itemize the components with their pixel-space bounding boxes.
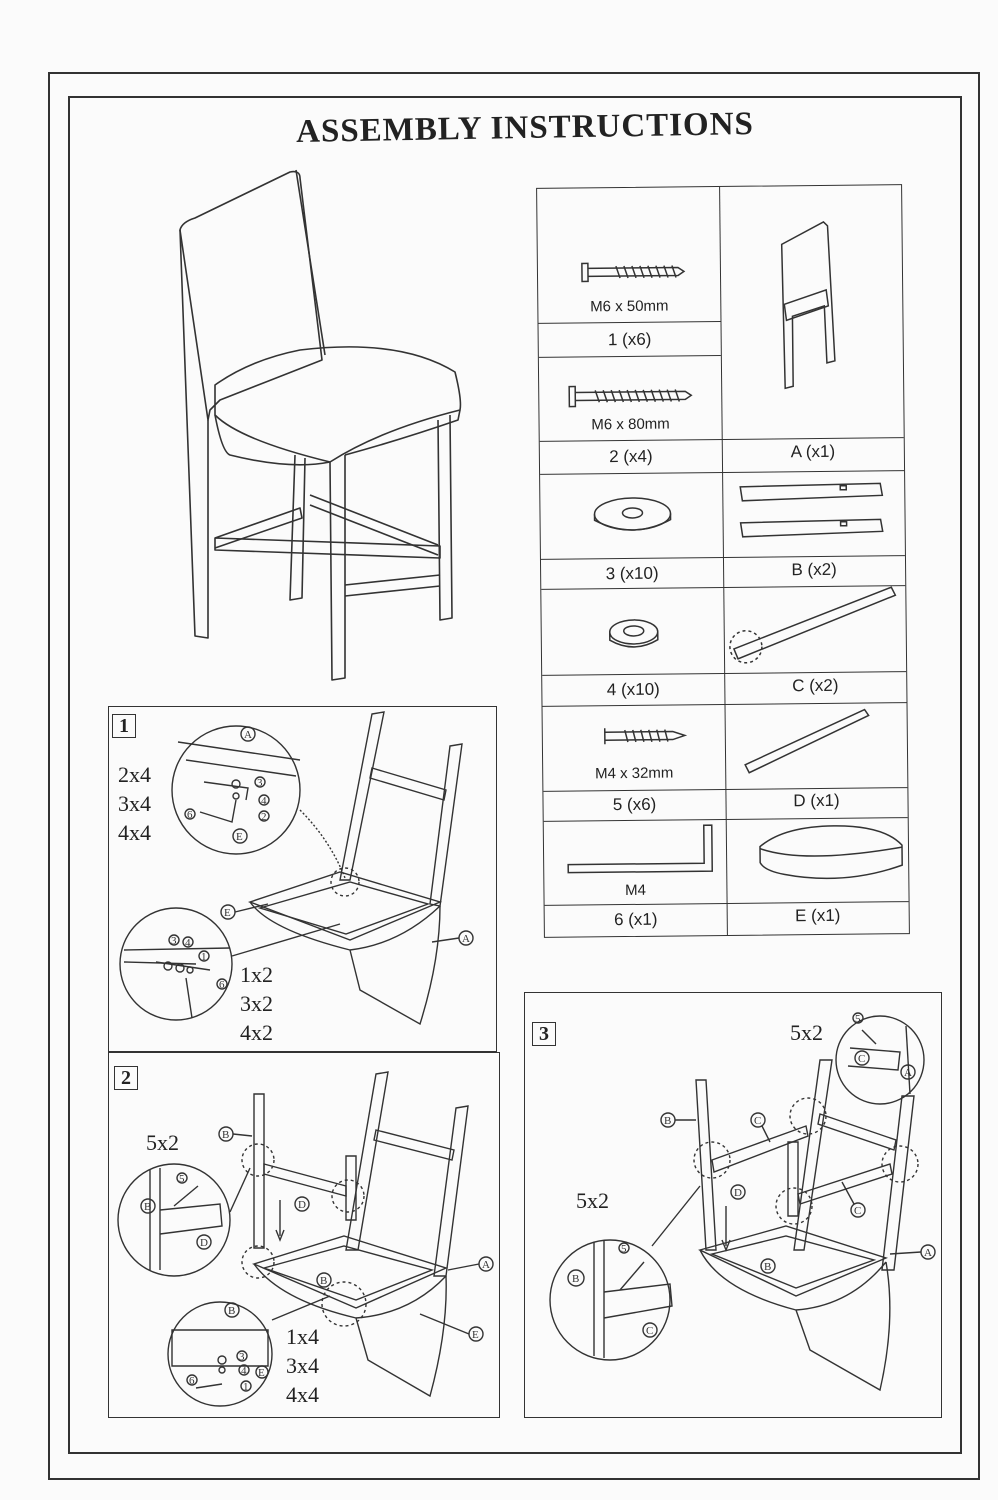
svg-text:E: E bbox=[224, 907, 231, 919]
part-c-label: C (x2) bbox=[792, 675, 839, 696]
front-rail-icon bbox=[745, 709, 870, 772]
svg-text:B: B bbox=[228, 1305, 236, 1317]
step-3-number: 3 bbox=[532, 1022, 556, 1046]
longer-bolt-icon bbox=[569, 385, 691, 406]
svg-text:E: E bbox=[236, 831, 243, 843]
part-1-size: M6 x 50mm bbox=[590, 297, 669, 316]
svg-text:B: B bbox=[572, 1273, 580, 1285]
svg-text:6: 6 bbox=[219, 979, 225, 991]
part-6-label: 6 (x1) bbox=[613, 909, 658, 930]
svg-text:C: C bbox=[858, 1053, 866, 1065]
svg-text:C: C bbox=[646, 1325, 654, 1337]
part-6-size: M4 bbox=[624, 881, 646, 900]
svg-text:A: A bbox=[482, 1259, 490, 1271]
svg-text:1: 1 bbox=[201, 951, 207, 963]
seat-cushion-icon bbox=[760, 825, 903, 879]
step-1-panel bbox=[108, 706, 497, 1052]
svg-text:3: 3 bbox=[239, 1351, 245, 1363]
flat-washer-icon bbox=[594, 498, 670, 531]
svg-text:3: 3 bbox=[257, 777, 263, 789]
svg-text:D: D bbox=[734, 1187, 742, 1199]
spring-washer-icon bbox=[610, 620, 658, 648]
svg-text:B: B bbox=[664, 1115, 672, 1127]
svg-text:A: A bbox=[462, 933, 470, 945]
svg-text:6: 6 bbox=[187, 809, 193, 821]
svg-text:B: B bbox=[144, 1201, 152, 1213]
side-rail-icon bbox=[740, 483, 883, 536]
backrest-frame-icon bbox=[781, 222, 835, 389]
svg-text:C: C bbox=[854, 1205, 862, 1217]
step-2-number: 2 bbox=[114, 1066, 138, 1090]
step-1-qty-top bbox=[118, 760, 151, 847]
part-3-label: 3 (x10) bbox=[605, 563, 659, 584]
part-1-label: 1 (x6) bbox=[607, 329, 652, 350]
svg-text:5: 5 bbox=[855, 1013, 861, 1025]
svg-text:D: D bbox=[200, 1237, 208, 1249]
svg-text:1: 1 bbox=[243, 1381, 249, 1393]
svg-text:B: B bbox=[764, 1261, 772, 1273]
allen-key-icon bbox=[568, 825, 712, 873]
part-2-label: 2 (x4) bbox=[609, 446, 653, 467]
step-1-qty-1: 2x4 bbox=[118, 762, 151, 787]
svg-text:D: D bbox=[298, 1199, 306, 1211]
step-1-qty-2: 3x4 bbox=[118, 791, 151, 816]
parts-table bbox=[536, 184, 910, 938]
wood-screw-icon bbox=[605, 727, 685, 744]
svg-text:5: 5 bbox=[179, 1173, 185, 1185]
svg-text:A: A bbox=[924, 1247, 932, 1259]
step-1-qty-bottom bbox=[240, 960, 273, 1047]
step-2-qty-bottom bbox=[286, 1322, 319, 1409]
svg-text:E: E bbox=[472, 1329, 479, 1341]
svg-text:4: 4 bbox=[261, 795, 267, 807]
step-3-qty-top: 5x2 bbox=[790, 1020, 823, 1045]
step-2-qty-1: 1x4 bbox=[286, 1324, 319, 1349]
long-bolt-icon bbox=[582, 262, 684, 281]
part-b-label: B (x2) bbox=[791, 559, 837, 580]
svg-text:E: E bbox=[258, 1367, 265, 1379]
page-title: ASSEMBLY INSTRUCTIONS bbox=[295, 106, 755, 150]
svg-text:2: 2 bbox=[261, 811, 267, 823]
svg-text:A: A bbox=[904, 1067, 912, 1079]
part-d-label: D (x1) bbox=[793, 790, 840, 811]
long-rail-icon bbox=[729, 587, 896, 663]
svg-text:6: 6 bbox=[189, 1375, 195, 1387]
step-2-qty-2: 3x4 bbox=[286, 1353, 319, 1378]
part-4-label: 4 (x10) bbox=[606, 679, 660, 700]
step-1-qty-4: 1x2 bbox=[240, 962, 273, 987]
step-1-number: 1 bbox=[112, 714, 136, 738]
part-2-size: M6 x 80mm bbox=[591, 415, 670, 434]
svg-text:4: 4 bbox=[241, 1365, 247, 1377]
svg-text:5: 5 bbox=[621, 1243, 627, 1255]
step-2-qty-3: 4x4 bbox=[286, 1382, 319, 1407]
step-2-qty-top: 5x2 bbox=[146, 1130, 179, 1155]
svg-text:B: B bbox=[222, 1129, 230, 1141]
step-1-qty-3: 4x4 bbox=[118, 820, 151, 845]
part-e-label: E (x1) bbox=[794, 905, 841, 926]
svg-text:A: A bbox=[244, 729, 252, 741]
step-1-qty-6: 4x2 bbox=[240, 1020, 273, 1045]
step-3-qty-mid: 5x2 bbox=[576, 1188, 609, 1213]
step-1-qty-5: 3x2 bbox=[240, 991, 273, 1016]
part-5-size: M4 x 32mm bbox=[594, 764, 674, 783]
svg-text:3: 3 bbox=[171, 935, 177, 947]
part-a-label: A (x1) bbox=[790, 441, 836, 462]
svg-text:C: C bbox=[754, 1115, 762, 1127]
svg-text:B: B bbox=[320, 1275, 328, 1287]
part-5-label: 5 (x6) bbox=[612, 794, 657, 815]
svg-text:4: 4 bbox=[185, 937, 191, 949]
